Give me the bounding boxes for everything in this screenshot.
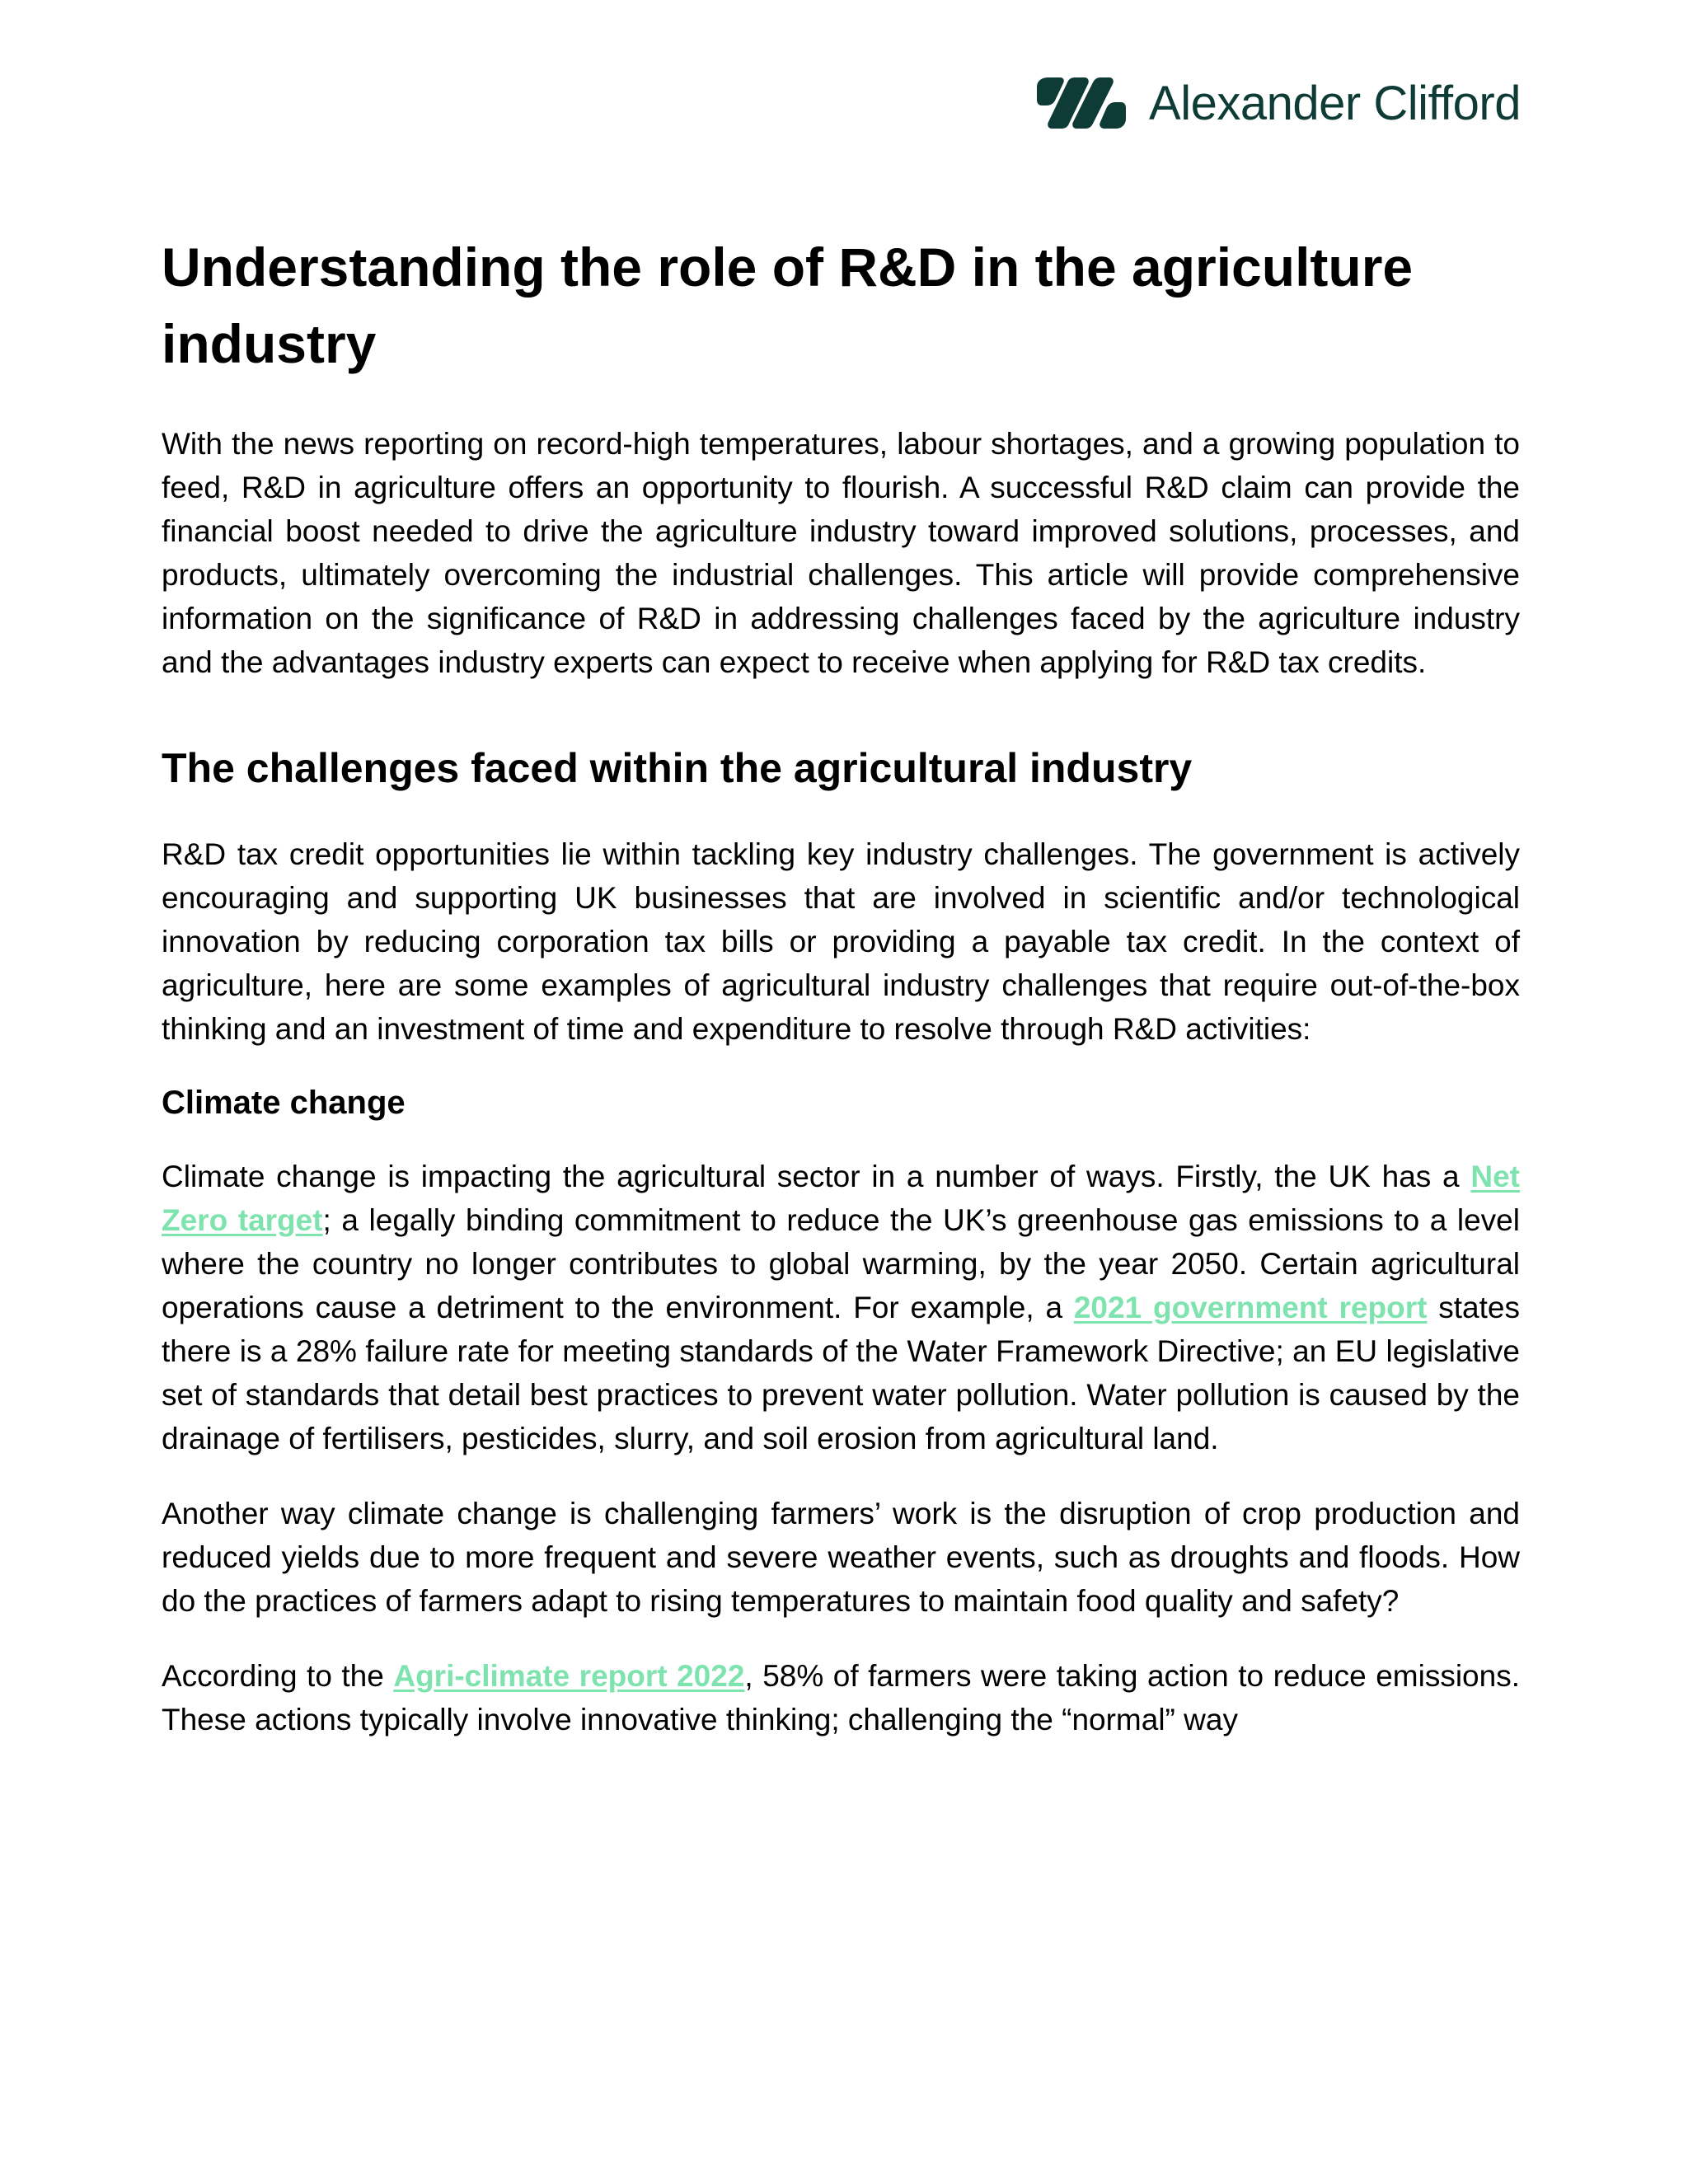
intro-paragraph: With the news reporting on record-high temperatures, labour shortages, and a growing population to feed, R&D in agriculture offers an opportunity to flourish. A successful R&D claim can provide the financial boost needed to drive the agriculture industry toward improved solutions, processes, and products, ultimately overcoming the industrial challenges. This article will provide comprehensive information on the significance of R&D in addressing challenges faced by the agriculture industry and the advantages industry experts can expect to receive when applying for R&D tax credits. (162, 427, 1520, 679)
net-zero-target-link[interactable]: Net Zero target (162, 1160, 1520, 1237)
article-title: Understanding the role of R&D in the agriculture industry (162, 237, 1414, 374)
article-body (162, 229, 1520, 1773)
climate-paragraph-1 (162, 1155, 1520, 1460)
subsection-heading-climate-change: Climate change (162, 1085, 406, 1121)
climate-p3-text-1: According to the (162, 1659, 394, 1693)
section-heading-challenges: The challenges faced within the agricultural industry (162, 745, 1193, 791)
climate-p1-text-2: ; a legally binding commitment to reduce the UK’s greenhouse gas emissions to a level where the country no longer contributes to global warming, by the year 2050. Certain agricultural operations cause a detriment to the environment. For example, a (162, 1203, 1520, 1324)
brand-name: Alexander Clifford (1149, 76, 1521, 130)
climate-p1-text-3: states there is a 28% failure rate for meeting standards of the Water Framework Directive; an EU legislative set of standards that detail best practices to prevent water pollution. Water pollution is caused by the drainage of fertilisers, pesticides, slurry, and soil erosion from agricultural land. (162, 1291, 1520, 1455)
climate-p3-text-2: , 58% of farmers were taking action to reduce emissions. These actions typically involve innovative thinking; challenging the “normal” way (162, 1659, 1520, 1736)
brand-header (1035, 74, 1521, 132)
government-report-link[interactable]: 2021 government report (1073, 1291, 1428, 1324)
climate-p1-text-1: Climate change is impacting the agricultural sector in a number of ways. Firstly, the UK has a (162, 1160, 1471, 1193)
alexander-clifford-logo-icon (1035, 76, 1128, 130)
agri-climate-report-link[interactable]: Agri-climate report 2022 (393, 1659, 745, 1693)
challenges-paragraph: R&D tax credit opportunities lie within tackling key industry challenges. The government is actively encouraging and supporting UK businesses that are involved in scientific and/or technological innovation by reducing corporation tax bills or providing a payable tax credit. In the context of agriculture, here are some examples of agricultural industry challenges that require out-of-the-box thinking and an investment of time and expenditure to resolve through R&D activities: (162, 837, 1520, 1046)
climate-paragraph-3 (162, 1654, 1520, 1741)
climate-paragraph-2: Another way climate change is challenging farmers’ work is the disruption of crop production and reduced yields due to more frequent and severe weather events, such as droughts and floods. How do the practices of farmers adapt to rising temperatures to maintain food quality and safety? (162, 1497, 1520, 1618)
